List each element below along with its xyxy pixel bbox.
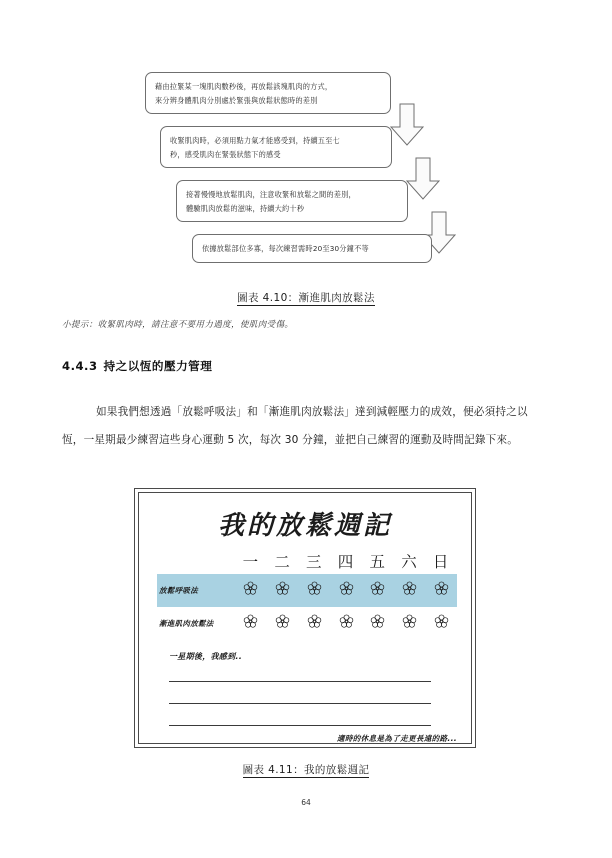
journal-checkbox-breathing-mon[interactable] <box>235 581 267 600</box>
flow-step-4 <box>192 234 432 263</box>
flow-step-4-line-1: 依據放鬆部位多寡，每次練習需時20至30分鐘不等 <box>202 244 369 253</box>
flow-step-1-line-2: 來分辨身體肌肉分別處於緊張與放鬆狀態時的差別 <box>155 95 318 105</box>
journal-day-sun: 日 <box>432 553 450 571</box>
flower-icon <box>370 581 385 600</box>
journal-grid <box>157 548 457 640</box>
flower-icon <box>275 581 290 600</box>
journal-checkbox-muscle-wed[interactable] <box>298 614 330 633</box>
section-number: 4.4.3 <box>62 359 98 373</box>
flow-step-3 <box>176 180 408 222</box>
journal-header-row <box>157 548 457 574</box>
flow-step-3-line-2: 體驗肌肉放鬆的滋味，持續大約十秒 <box>186 203 305 213</box>
journal-day-wed: 三 <box>306 553 323 571</box>
journal-checkbox-muscle-fri[interactable] <box>362 614 394 633</box>
flower-icon <box>307 614 322 633</box>
flower-icon <box>339 581 354 600</box>
journal-checkbox-breathing-thu[interactable] <box>330 581 362 600</box>
journal-row-muscle-label: 漸進肌肉放鬆法 <box>159 619 214 628</box>
figure-410-caption <box>0 290 612 305</box>
flower-icon <box>370 614 385 633</box>
flow-step-2-line-2: 秒，感受肌肉在緊張狀態下的感受 <box>170 149 281 159</box>
relaxation-journal-figure <box>134 488 476 748</box>
journal-day-tue: 二 <box>274 553 291 571</box>
flower-icon <box>434 581 449 600</box>
journal-row-breathing <box>157 574 457 607</box>
journal-inner-frame <box>138 492 472 744</box>
flower-icon <box>339 614 354 633</box>
journal-day-fri: 五 <box>369 553 386 571</box>
figure-410-caption-text: 圖表 4.10：漸進肌肉放鬆法 <box>237 292 375 304</box>
section-heading <box>62 358 212 374</box>
journal-checkbox-breathing-tue[interactable] <box>267 581 299 600</box>
journal-checkbox-muscle-sun[interactable] <box>425 614 457 633</box>
journal-day-sat: 六 <box>401 553 418 571</box>
flow-step-3-line-1: 接著慢慢地放鬆肌肉，注意收緊和放鬆之間的差別， <box>186 190 356 199</box>
journal-checkbox-breathing-wed[interactable] <box>298 581 330 600</box>
flow-arrow-2 <box>405 157 441 201</box>
journal-checkbox-muscle-sat[interactable] <box>394 614 426 633</box>
journal-checkbox-breathing-sat[interactable] <box>394 581 426 600</box>
journal-write-line-2[interactable] <box>169 703 431 704</box>
journal-day-thu: 四 <box>337 553 355 571</box>
flow-step-1 <box>145 72 391 114</box>
progressive-muscle-relaxation-flowchart <box>0 58 612 288</box>
flow-step-1-line-1: 藉由拉緊某一塊肌肉數秒後，再放鬆該塊肌肉的方式， <box>155 82 333 91</box>
flower-icon <box>402 614 417 633</box>
journal-row-muscle <box>157 607 457 640</box>
journal-write-line-1[interactable] <box>169 681 431 682</box>
journal-checkbox-muscle-thu[interactable] <box>330 614 362 633</box>
paragraph-text: 如果我們想透過「放鬆呼吸法」和「漸進肌肉放鬆法」達到減輕壓力的成效，便必須持之以恆，一星期最少練習這些身心運動 5 次，每次 30 分鐘，並把自己練習的運動及時間記錄下來。 <box>62 406 528 446</box>
journal-reflection-prompt: 一星期後，我感到.. <box>169 652 243 661</box>
figure-411-caption <box>0 762 612 777</box>
flower-icon <box>243 581 258 600</box>
page-number: 64 <box>301 798 311 807</box>
flower-icon <box>275 614 290 633</box>
section-title: 持之以恆的壓力管理 <box>103 359 213 373</box>
journal-checkbox-breathing-sun[interactable] <box>425 581 457 600</box>
flower-icon <box>434 614 449 633</box>
journal-day-mon: 一 <box>242 553 260 571</box>
tip-note: 小提示：收緊肌肉時，請注意不要用力過度，使肌肉受傷。 <box>62 320 294 330</box>
journal-write-line-3[interactable] <box>169 725 431 726</box>
flower-icon <box>307 581 322 600</box>
flow-step-2 <box>160 126 392 168</box>
journal-title: 我的放鬆週記 <box>217 511 392 541</box>
journal-checkbox-muscle-tue[interactable] <box>267 614 299 633</box>
journal-checkbox-breathing-fri[interactable] <box>362 581 394 600</box>
journal-checkbox-muscle-mon[interactable] <box>235 614 267 633</box>
journal-quote: 適時的休息是為了走更長遠的路... <box>336 734 457 743</box>
journal-row-breathing-label: 放鬆呼吸法 <box>159 586 198 595</box>
section-paragraph <box>62 398 540 454</box>
flower-icon <box>243 614 258 633</box>
figure-411-caption-text: 圖表 4.11：我的放鬆週記 <box>242 764 370 776</box>
flower-icon <box>402 581 417 600</box>
flow-step-2-line-1: 收緊肌肉時，必須用點力氣才能感受到，持續五至七 <box>170 136 340 145</box>
flow-arrow-1 <box>389 103 425 147</box>
